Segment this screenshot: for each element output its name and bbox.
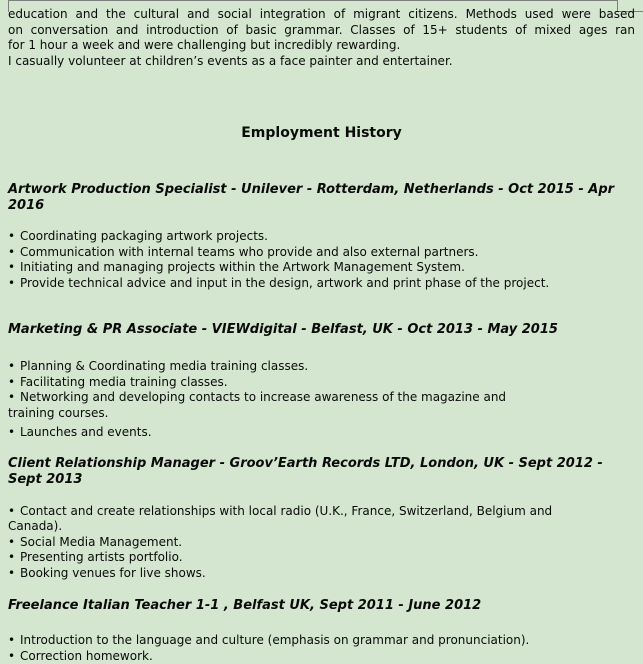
- intro-paragraph: [8, 7, 635, 69]
- job-bullet-list: [8, 359, 635, 441]
- list-item: [8, 633, 635, 649]
- list-item-text: Initiating and managing projects within the Artwork Management System.: [20, 260, 465, 274]
- list-item-text: Communication with internal teams who provide and also external partners.: [20, 245, 478, 259]
- list-item: [8, 359, 635, 375]
- bullet-icon: •: [8, 649, 20, 664]
- job-bullet-list: [8, 633, 635, 664]
- list-item: [8, 260, 635, 276]
- intro-line: education and the cultural and social integration of migrant citizens. Methods used were based: [8, 7, 635, 23]
- job-title-line: 2016: [8, 198, 635, 214]
- list-item-text: Facilitating media training classes.: [20, 375, 228, 389]
- list-item-text: Provide technical advice and input in the design, artwork and print phase of the project.: [20, 276, 549, 290]
- job-title: [8, 456, 635, 488]
- intro-line: on conversation and introduction of basic grammar. Classes of 15+ students of mixed ages ran: [8, 23, 635, 39]
- list-item: [8, 276, 635, 292]
- list-item: [8, 504, 635, 520]
- list-item-text: Booking venues for live shows.: [20, 566, 206, 580]
- job-bullet-list: [8, 504, 635, 582]
- job-section-freelance-italian-teacher: [8, 598, 635, 664]
- document-content: [8, 7, 635, 664]
- bullet-icon: •: [8, 504, 20, 520]
- list-item-text: Social Media Management.: [20, 535, 182, 549]
- job-title-line: Artwork Production Specialist - Unilever - Rotterdam, Netherlands - Oct 2015 - Apr: [8, 182, 635, 198]
- bullet-icon: •: [8, 229, 20, 245]
- job-title-line: Freelance Italian Teacher 1-1 , Belfast UK, Sept 2011 - June 2012: [8, 598, 635, 614]
- job-section-artwork-production-specialist: [8, 182, 635, 291]
- list-item-text: Correction homework.: [20, 649, 153, 663]
- job-title: [8, 322, 635, 338]
- list-item: [8, 649, 635, 664]
- bullet-icon: •: [8, 276, 20, 292]
- bullet-icon: •: [8, 245, 20, 261]
- list-item-text: Planning & Coordinating media training classes.: [20, 359, 308, 373]
- list-item: [8, 566, 635, 582]
- job-section-client-relationship-manager: [8, 456, 635, 582]
- intro-line: for 1 hour a week and were challenging but incredibly rewarding.: [8, 38, 635, 54]
- bullet-icon: •: [8, 633, 20, 649]
- list-item-text: Coordinating packaging artwork projects.: [20, 229, 268, 243]
- bullet-icon: •: [8, 550, 20, 566]
- list-item: [8, 390, 635, 406]
- bullet-icon: •: [8, 425, 20, 441]
- intro-line: I casually volunteer at children’s events as a face painter and entertainer.: [8, 54, 635, 70]
- bullet-icon: •: [8, 535, 20, 551]
- bullet-icon: •: [8, 566, 20, 582]
- list-item-text: Introduction to the language and culture (emphasis on grammar and pronunciation).: [20, 633, 529, 647]
- list-item: [8, 375, 635, 391]
- list-item-continuation: training courses.: [8, 406, 635, 422]
- list-item-text: Launches and events.: [20, 425, 152, 439]
- section-heading-employment-history: Employment History: [8, 125, 635, 142]
- list-item-continuation: Canada).: [8, 519, 635, 535]
- list-item-text: Contact and create relationships with local radio (U.K., France, Switzerland, Belgium and: [20, 504, 552, 518]
- job-title-line: Sept 2013: [8, 472, 635, 488]
- job-title-line: Client Relationship Manager - Groov’Earth Records LTD, London, UK - Sept 2012 -: [8, 456, 635, 472]
- list-item-text: Networking and developing contacts to increase awareness of the magazine and: [20, 390, 506, 404]
- list-item-text: Presenting artists portfolio.: [20, 550, 183, 564]
- job-bullet-list: [8, 229, 635, 291]
- list-item: [8, 425, 635, 441]
- job-title: [8, 182, 635, 214]
- list-item: [8, 550, 635, 566]
- job-title-line: Marketing & PR Associate - VIEWdigital - Belfast, UK - Oct 2013 - May 2015: [8, 322, 635, 338]
- frame-border-top: [8, 0, 618, 1]
- list-item: [8, 535, 635, 551]
- list-item: [8, 245, 635, 261]
- bullet-icon: •: [8, 375, 20, 391]
- job-title: [8, 598, 635, 614]
- bullet-icon: •: [8, 359, 20, 375]
- bullet-icon: •: [8, 390, 20, 406]
- list-item: [8, 229, 635, 245]
- bullet-icon: •: [8, 260, 20, 276]
- job-section-marketing-pr-associate: [8, 322, 635, 441]
